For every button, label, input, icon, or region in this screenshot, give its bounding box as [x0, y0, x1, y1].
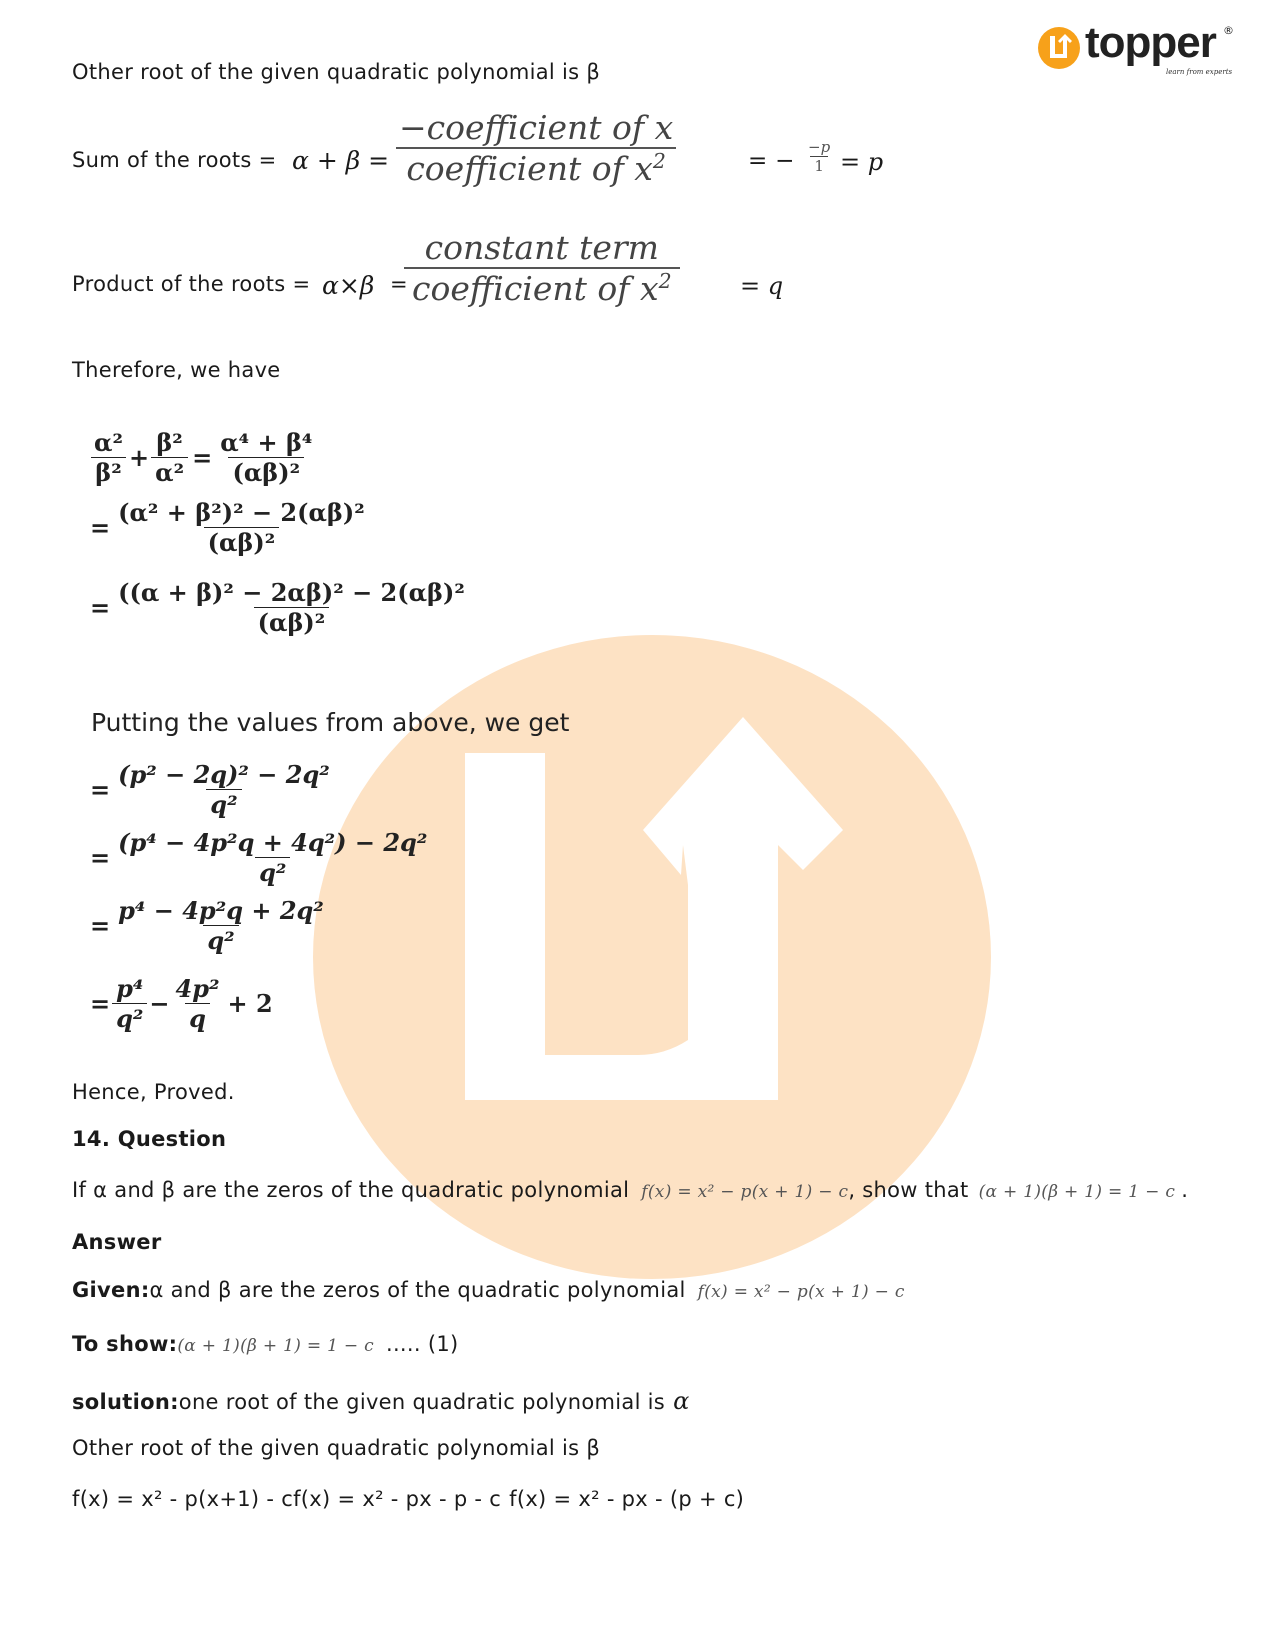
given-line — [72, 1278, 905, 1302]
question-text — [72, 1178, 1188, 1202]
step7-a-num: p⁴ — [116, 974, 144, 1003]
derivation-step-1 — [90, 428, 316, 487]
putting-values-line: Putting the values from above, we get — [91, 708, 570, 737]
sum-alpha-beta: α + β = — [292, 146, 390, 175]
sum-small-denominator: 1 — [810, 156, 828, 175]
derivation-step-4 — [90, 760, 334, 819]
given-label: Given: — [72, 1278, 150, 1302]
step5-den: q² — [255, 857, 290, 887]
product-numerator: constant term — [424, 228, 659, 267]
solution-alpha: α — [673, 1387, 690, 1415]
step5-num: (p⁴ − 4p²q + 4q²) − 2q² — [118, 828, 428, 857]
step1-b-den: α² — [151, 457, 188, 487]
therefore-line: Therefore, we have — [72, 358, 281, 382]
step2-num: (α² + β²)² − 2(αβ)² — [118, 498, 365, 527]
step7-minus: − — [149, 989, 170, 1018]
to-show-ref: ..... (1) — [385, 1332, 459, 1356]
sum-small-numerator: −p — [808, 138, 831, 156]
solution-label: solution: — [72, 1390, 179, 1414]
sum-fraction — [395, 108, 677, 188]
answer-heading: Answer — [72, 1230, 162, 1254]
hence-proved: Hence, Proved. — [72, 1080, 235, 1104]
derivation-step-6 — [90, 896, 328, 955]
step4-den: q² — [206, 789, 241, 819]
given-polynomial: f(x) = x² − p(x + 1) − c — [697, 1282, 905, 1302]
product-fraction — [404, 228, 680, 308]
sum-denominator: coefficient of $x^2$ — [396, 147, 676, 188]
to-show-line — [72, 1332, 458, 1356]
expansion-part-2: f(x) = x² - px - p - c — [293, 1487, 502, 1511]
step6-den: q² — [203, 925, 238, 955]
topper-logo — [1038, 18, 1238, 92]
sum-equals-minus: = − — [748, 148, 795, 174]
step1-b-num: β² — [156, 428, 183, 457]
logo-brand-text: topper — [1085, 18, 1216, 67]
derivation-step-3 — [90, 578, 469, 637]
step7-b-num: 4p² — [175, 974, 220, 1003]
step7-a-den: q² — [112, 1003, 147, 1033]
other-root-line-2: Other root of the given quadratic polynomial is β — [72, 1436, 601, 1460]
step3-den: (αβ)² — [254, 607, 330, 637]
product-label: Product of the roots = — [72, 272, 311, 296]
step3-equals: = — [90, 593, 111, 622]
sum-small-fraction — [804, 138, 834, 175]
step1-a-num: α² — [94, 428, 123, 457]
other-root-line-1: Other root of the given quadratic polynomial is β — [72, 60, 601, 84]
question-polynomial: f(x) = x² − p(x + 1) − c — [641, 1182, 849, 1202]
derivation-step-2 — [90, 498, 369, 557]
product-equals: = — [390, 272, 408, 296]
solution-line — [72, 1387, 690, 1415]
step7-plus-two: + 2 — [227, 989, 273, 1018]
step2-den: (αβ)² — [204, 527, 280, 557]
step6-equals: = — [90, 911, 111, 940]
step4-num: (p² − 2q)² − 2q² — [118, 760, 330, 789]
question-text-part1: If α and β are the zeros of the quadratic polynomial — [72, 1178, 630, 1202]
logo-tagline: learn from experts — [1166, 68, 1233, 76]
step2-equals: = — [90, 513, 111, 542]
logo-registered-mark: ® — [1223, 24, 1234, 37]
step1-r-den: (αβ)² — [228, 457, 304, 487]
to-show-expr: (α + 1)(β + 1) = 1 − c — [177, 1336, 374, 1356]
sum-result: = p — [840, 148, 884, 176]
step4-equals: = — [90, 775, 111, 804]
question-number: 14. Question — [72, 1127, 227, 1151]
derivation-step-5 — [90, 828, 431, 887]
expansion-part-3: f(x) = x² - px - (p + c) — [509, 1487, 745, 1511]
step3-num: ((α + β)² − 2αβ)² − 2(αβ)² — [118, 578, 465, 607]
step7-equals: = — [90, 989, 111, 1018]
product-denominator: coefficient of $x^2$ — [404, 267, 680, 308]
product-alpha-beta: α×β — [322, 271, 375, 300]
question-period: . — [1181, 1178, 1189, 1202]
solution-text: one root of the given quadratic polynomial is — [178, 1390, 666, 1414]
step1-plus: + — [128, 443, 150, 472]
product-result: = q — [740, 272, 784, 300]
sum-numerator: −coefficient of x — [399, 108, 674, 147]
step1-a-den: β² — [91, 457, 125, 487]
question-show-expr: (α + 1)(β + 1) = 1 − c — [978, 1182, 1176, 1202]
step7-b-den: q — [185, 1003, 210, 1033]
to-show-label: To show: — [72, 1332, 178, 1356]
question-text-part2: , show that — [848, 1178, 969, 1202]
step1-equals: = — [192, 443, 213, 472]
step5-equals: = — [90, 843, 111, 872]
step1-r-num: α⁴ + β⁴ — [220, 428, 313, 457]
step6-num: p⁴ − 4p²q + 2q² — [118, 896, 324, 925]
given-text: α and β are the zeros of the quadratic polynomial — [149, 1278, 686, 1302]
function-expansion-line — [72, 1487, 744, 1511]
sum-label: Sum of the roots = — [72, 148, 277, 172]
expansion-part-1: f(x) = x² - p(x+1) - c — [72, 1487, 294, 1511]
derivation-step-7 — [90, 974, 273, 1033]
